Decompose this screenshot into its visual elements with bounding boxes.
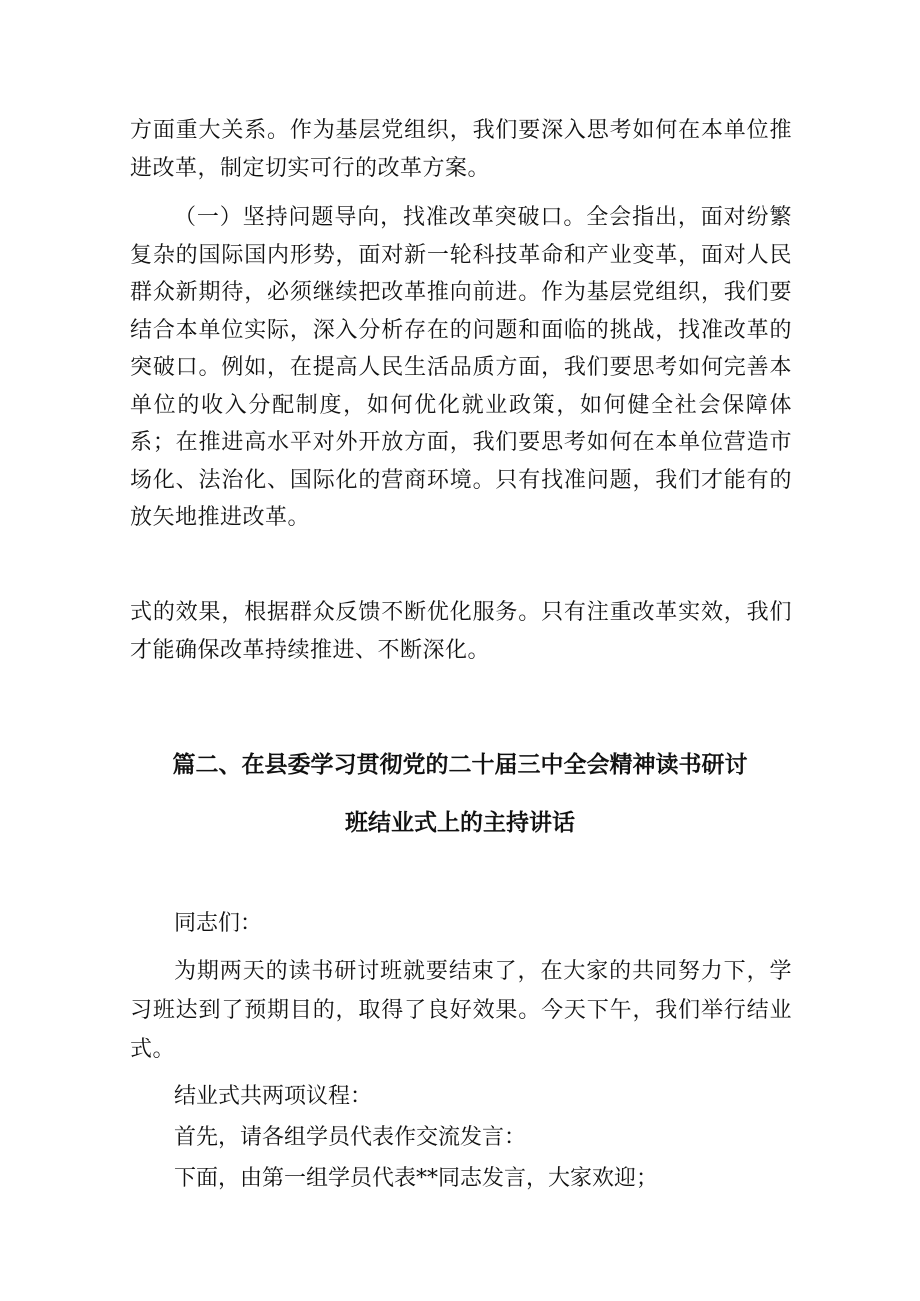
speech-next-item: 下面，由第一组学员代表**同志发言，大家欢迎； xyxy=(174,1166,659,1191)
speech-greeting: 同志们： xyxy=(174,911,263,936)
paragraph-reform-effect: 式的效果，根据群众反馈不断优化服务。只有注重改革实效，我们才能确保改革持续推进、不断深化。 xyxy=(130,600,792,663)
paragraph-problem-oriented: （一）坚持问题导向，找准改革突破口。全会指出，面对纷繁复杂的国际国内形势，面对新一轮科技革命和产业变革，面对人民群众新期待，必须继续把改革推向前进。作为基层党组织，我们要结合本单位实际，深入分析存在的问题和面临的挑战，找准改革的突破口。例如，在提高人民生活品质方面，我们要思考如何完善本单位的收入分配制度，如何优化就业政策，如何健全社会保障体系；在推进高水平对外开放方面，我们要思考如何在本单位营造市场化、法治化、国际化的营商环境。只有找准问题，我们才能有的放矢地推进改革。 xyxy=(130,205,792,530)
paragraph-reform-relations: 方面重大关系。作为基层党组织，我们要深入思考如何在本单位推进改革，制定切实可行的改革方案。 xyxy=(130,118,792,181)
section-title-line-1: 篇二、在县委学习贯彻党的二十届三中全会精神读书研讨 xyxy=(172,752,748,778)
speech-first-item: 首先，请各组学员代表作交流发言： xyxy=(174,1125,527,1150)
speech-agenda: 结业式共两项议程： xyxy=(174,1084,373,1109)
speech-opening-paragraph: 为期两天的读书研讨班就要结束了，在大家的共同努力下，学习班达到了预期目的，取得了良好效果。今天下午，我们举行结业式。 xyxy=(130,959,792,1062)
section-title-line-2: 班结业式上的主持讲话 xyxy=(345,810,575,836)
